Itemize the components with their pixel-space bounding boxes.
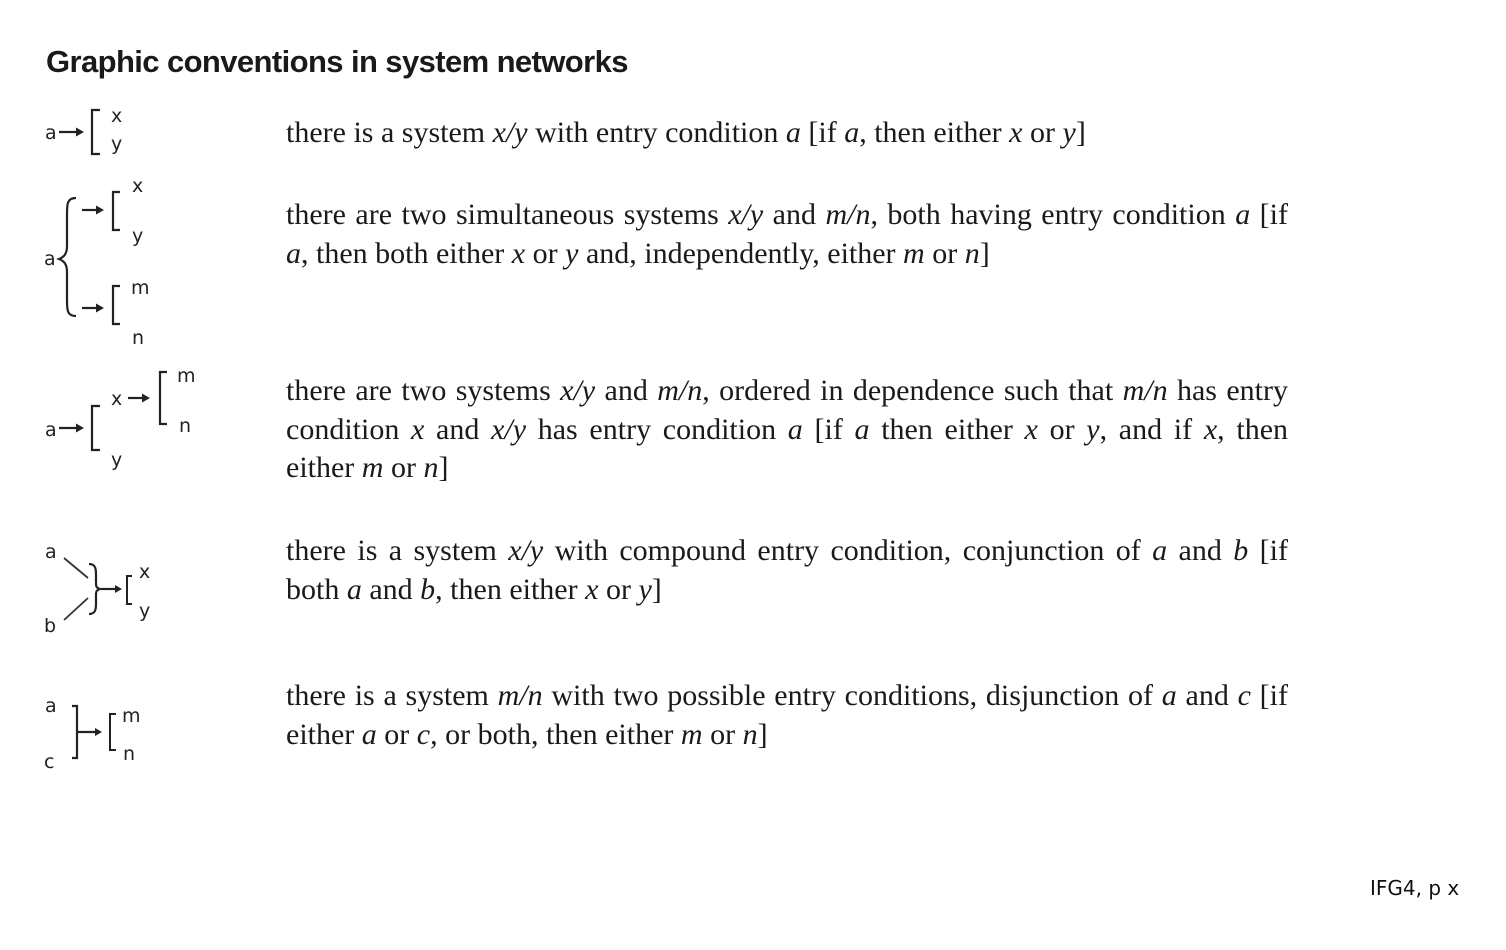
italic-term: m/n: [1122, 374, 1168, 407]
simultaneous-systems-diagram: [40, 172, 170, 348]
italic-term: x: [511, 236, 526, 270]
italic-term: n: [742, 717, 758, 751]
italic-term: y: [1086, 412, 1100, 446]
italic-term: a: [1235, 198, 1251, 231]
italic-term: y: [1062, 116, 1076, 149]
italic-term: x/y: [560, 374, 596, 407]
option-label: x: [132, 175, 144, 197]
italic-term: a: [785, 116, 801, 149]
source-citation: IFG4, p x: [1370, 876, 1460, 900]
simple-system-diagram: [40, 100, 160, 162]
dependent-systems-diagram: [40, 360, 215, 475]
italic-term: x: [1024, 412, 1038, 446]
italic-term: n: [423, 451, 439, 484]
description: there is a system m/n with two possible entry conditions, disjunction of a and c [if either a or c, or both, then either m or n]: [286, 679, 1288, 751]
option-label: x: [111, 105, 123, 127]
italic-term: a: [844, 116, 860, 149]
italic-term: x: [1009, 116, 1023, 149]
entry-label: a: [45, 541, 57, 563]
entry-label: c: [44, 751, 55, 773]
option-label: y: [139, 600, 151, 622]
italic-term: a: [286, 236, 301, 270]
italic-term: x: [411, 412, 425, 446]
entry-label: a: [45, 695, 57, 717]
italic-term: b: [420, 572, 436, 606]
italic-term: a: [1152, 534, 1168, 567]
entry-label: b: [44, 615, 57, 637]
italic-term: y: [638, 572, 652, 606]
description: there are two simultaneous systems x/y and m/n, both having entry condition a [if a, then both either x or y and, independently, either m or n]: [286, 198, 1288, 270]
entry-label: a: [45, 122, 57, 144]
italic-term: a: [1161, 679, 1177, 712]
italic-term: c: [416, 717, 431, 751]
option-label: y: [132, 225, 144, 247]
description: there is a system x/y with compound entry condition, conjunction of a and b [if both a and b, then either x or y]: [286, 534, 1289, 606]
entry-label: a: [45, 419, 57, 441]
description: there are two systems x/y and m/n, ordered in dependence such that m/n has entry condition x and x/y has entry condition a [if a then either x or y, and if x, then either m or n]: [286, 374, 1289, 484]
option-label: n: [179, 415, 192, 437]
description: there is a system x/y with entry condition a [if a, then either x or y]: [286, 116, 1086, 149]
disjunction-diagram: [40, 692, 160, 776]
italic-term: a: [787, 412, 803, 446]
option-label: n: [132, 327, 145, 348]
conjunction-diagram: [40, 536, 170, 642]
italic-term: x/y: [508, 534, 544, 567]
italic-term: m: [903, 236, 925, 270]
italic-term: c: [1237, 679, 1251, 712]
italic-term: x: [585, 572, 599, 606]
italic-term: a: [346, 572, 362, 606]
italic-term: x/y: [728, 198, 764, 231]
italic-term: x/y: [491, 412, 527, 446]
italic-term: m: [680, 717, 703, 751]
italic-term: m/n: [657, 374, 703, 407]
option-label: m: [131, 277, 150, 299]
option-label: y: [111, 133, 123, 155]
option-label: y: [111, 449, 123, 471]
page-title: Graphic conventions in system networks: [46, 44, 628, 79]
italic-term: x/y: [492, 116, 528, 149]
italic-term: x: [1203, 412, 1218, 446]
italic-term: b: [1233, 534, 1249, 567]
italic-term: n: [964, 236, 980, 270]
option-label: n: [123, 743, 136, 765]
italic-term: a: [854, 412, 870, 446]
option-label: m: [122, 705, 141, 727]
option-label: x: [111, 388, 123, 410]
italic-term: m/n: [825, 198, 871, 231]
italic-term: m/n: [497, 679, 543, 712]
italic-term: a: [361, 717, 377, 751]
option-label: x: [139, 561, 151, 583]
italic-term: y: [565, 236, 579, 270]
entry-label: a: [44, 248, 56, 270]
italic-term: m: [361, 451, 384, 484]
option-label: m: [177, 365, 196, 387]
